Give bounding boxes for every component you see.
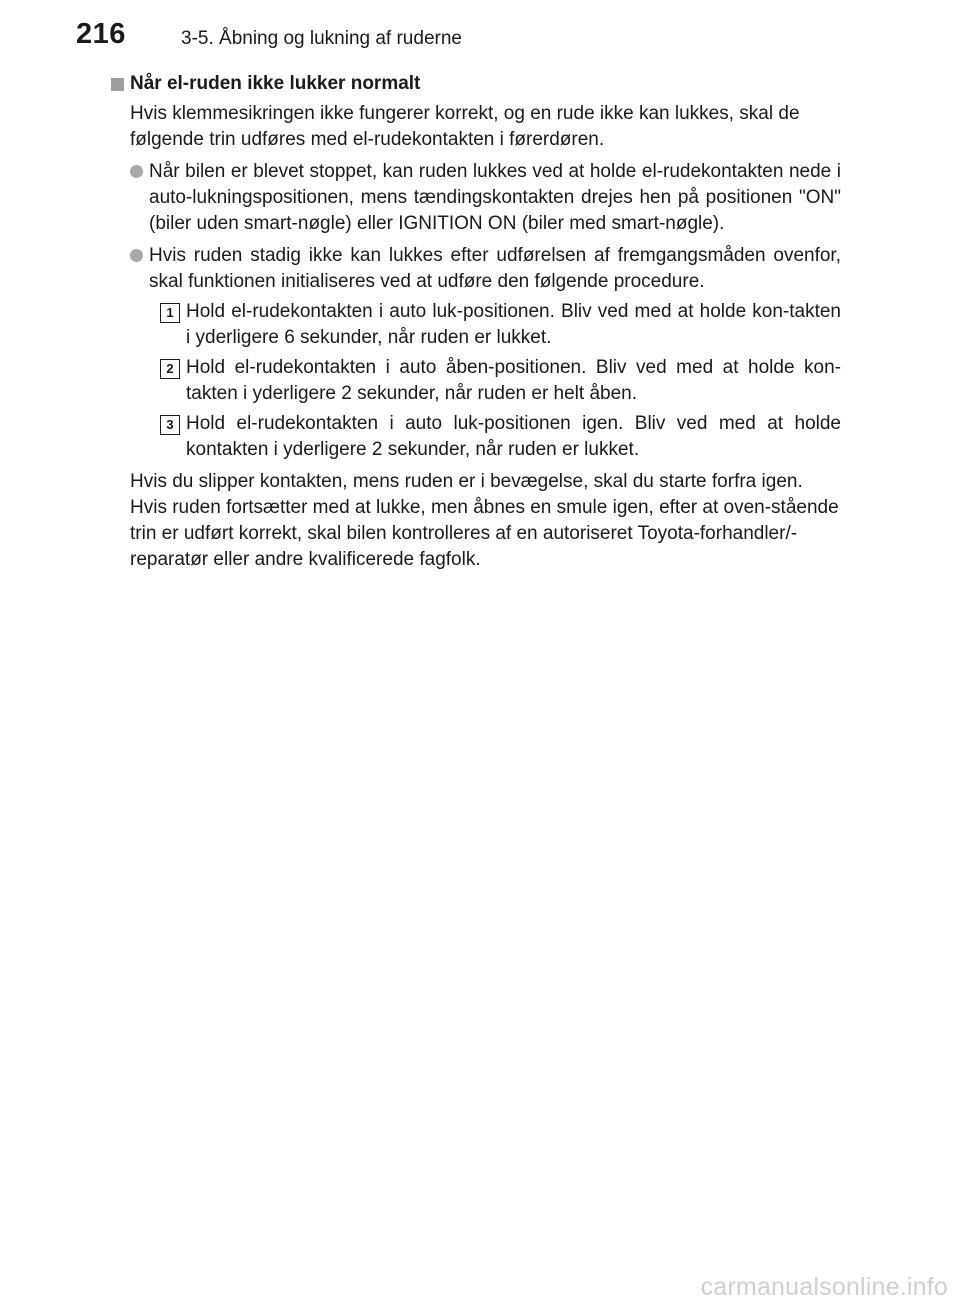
step-number-badge: 2 xyxy=(160,359,180,379)
page-number: 216 xyxy=(76,18,126,50)
circle-bullet-icon xyxy=(130,165,143,178)
step-number-badge: 1 xyxy=(160,303,180,323)
procedure-steps xyxy=(160,299,841,463)
running-header: 3-5. Åbning og lukning af ruderne xyxy=(181,28,462,49)
closing-paragraph: Hvis du slipper kontakten, mens ruden er i bevægelse, skal du starte forfra igen. xyxy=(130,471,803,492)
bullet-text: Når bilen er blevet stoppet, kan ruden lukkes ved at holde el-rudekontakten nede i auto-lukningspositionen, mens tændingskontakten drejes hen på positionen "ON" (biler uden smart-nøgle) eller IGNITION ON (biler med smart-nøgle). xyxy=(149,161,841,234)
circle-bullet-icon xyxy=(130,249,143,262)
bullet-item xyxy=(130,159,841,237)
step-item xyxy=(160,299,841,351)
step-text: Hold el-rudekontakten i auto åben-positionen. Bliv ved med at holde kon-takten i yderligere 2 sekunder, når ruden er helt åben. xyxy=(186,357,841,404)
square-bullet-icon xyxy=(111,78,124,91)
section-heading xyxy=(111,71,851,97)
section-heading-text: Når el-ruden ikke lukker normalt xyxy=(130,73,421,94)
bullet-text: Hvis ruden stadig ikke kan lukkes efter udførelsen af fremgangsmåden ovenfor, skal funktionen initialiseres ved at udføre den følgende procedure. xyxy=(149,245,841,292)
section-body xyxy=(130,101,841,573)
watermark: carmanualsonline.info xyxy=(700,1273,948,1301)
page-content xyxy=(111,71,851,573)
bullet-item xyxy=(130,243,841,295)
step-number-badge: 3 xyxy=(160,415,180,435)
step-text: Hold el-rudekontakten i auto luk-positionen. Bliv ved med at holde kon-takten i yderligere 6 sekunder, når ruden er lukket. xyxy=(186,301,841,348)
intro-paragraph: Hvis klemmesikringen ikke fungerer korrekt, og en rude ikke kan lukkes, skal de følgende trin udføres med el-rudekontakten i førerdøren. xyxy=(130,103,800,150)
step-text: Hold el-rudekontakten i auto luk-positionen igen. Bliv ved med at holde kontakten i yderligere 2 sekunder, når ruden er lukket. xyxy=(186,413,841,460)
closing-paragraph: Hvis ruden fortsætter med at lukke, men åbnes en smule igen, efter at oven-stående trin er udført korrekt, skal bilen kontrolleres af en autoriseret Toyota-forhandler/-reparatør eller andre kvalificerede fagfolk. xyxy=(130,497,839,570)
step-item xyxy=(160,355,841,407)
step-item xyxy=(160,411,841,463)
